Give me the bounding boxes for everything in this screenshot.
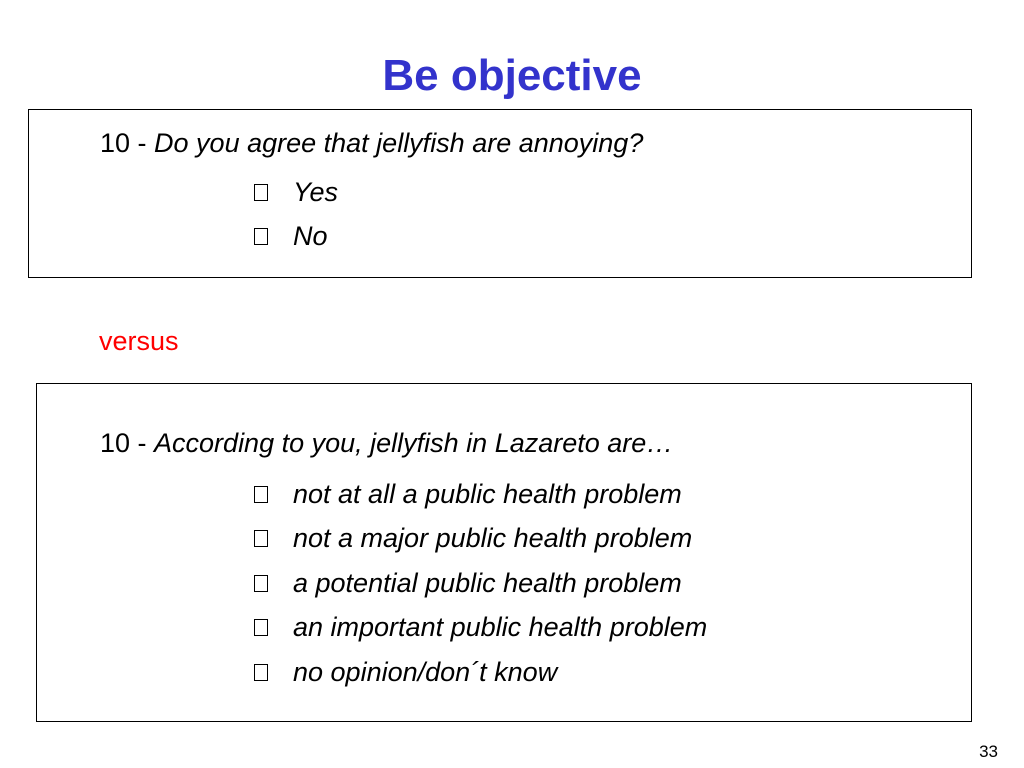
answer-option-not-major[interactable]	[254, 517, 707, 562]
answer-option-yes[interactable]	[254, 170, 338, 215]
checkbox[interactable]	[254, 575, 268, 592]
question-box-objective	[36, 383, 972, 722]
checkbox[interactable]	[254, 228, 268, 245]
question-line	[100, 127, 643, 159]
option-label: not a major public health problem	[293, 523, 693, 554]
option-label: an important public health problem	[293, 612, 708, 643]
question-line	[100, 427, 673, 459]
answer-option-no[interactable]	[254, 215, 338, 260]
page-number: 33	[979, 742, 998, 761]
question-text: Do you agree that jellyfish are annoying?	[154, 128, 644, 158]
question-text: According to you, jellyfish in Lazareto are…	[154, 428, 674, 458]
question-number: 10 -	[100, 128, 155, 158]
checkbox[interactable]	[254, 486, 268, 503]
checkbox[interactable]	[254, 184, 268, 201]
checkbox[interactable]	[254, 530, 268, 547]
answer-option-no-opinion[interactable]	[254, 650, 707, 695]
checkbox[interactable]	[254, 619, 268, 636]
slide-title: Be objective	[382, 51, 642, 100]
option-label: a potential public health problem	[293, 567, 682, 598]
option-label: Yes	[293, 176, 339, 207]
answer-option-potential[interactable]	[254, 561, 707, 606]
question-box-biased	[28, 109, 972, 278]
option-label: no opinion/don´t know	[293, 656, 558, 687]
answer-option-not-at-all[interactable]	[254, 472, 707, 517]
checkbox[interactable]	[254, 664, 268, 681]
answer-options	[254, 170, 338, 259]
question-number: 10 -	[100, 428, 155, 458]
answer-options	[254, 472, 707, 695]
option-label: not at all a public health problem	[293, 478, 682, 509]
option-label: No	[293, 221, 328, 252]
versus-label: versus	[99, 326, 179, 356]
answer-option-important[interactable]	[254, 606, 707, 651]
